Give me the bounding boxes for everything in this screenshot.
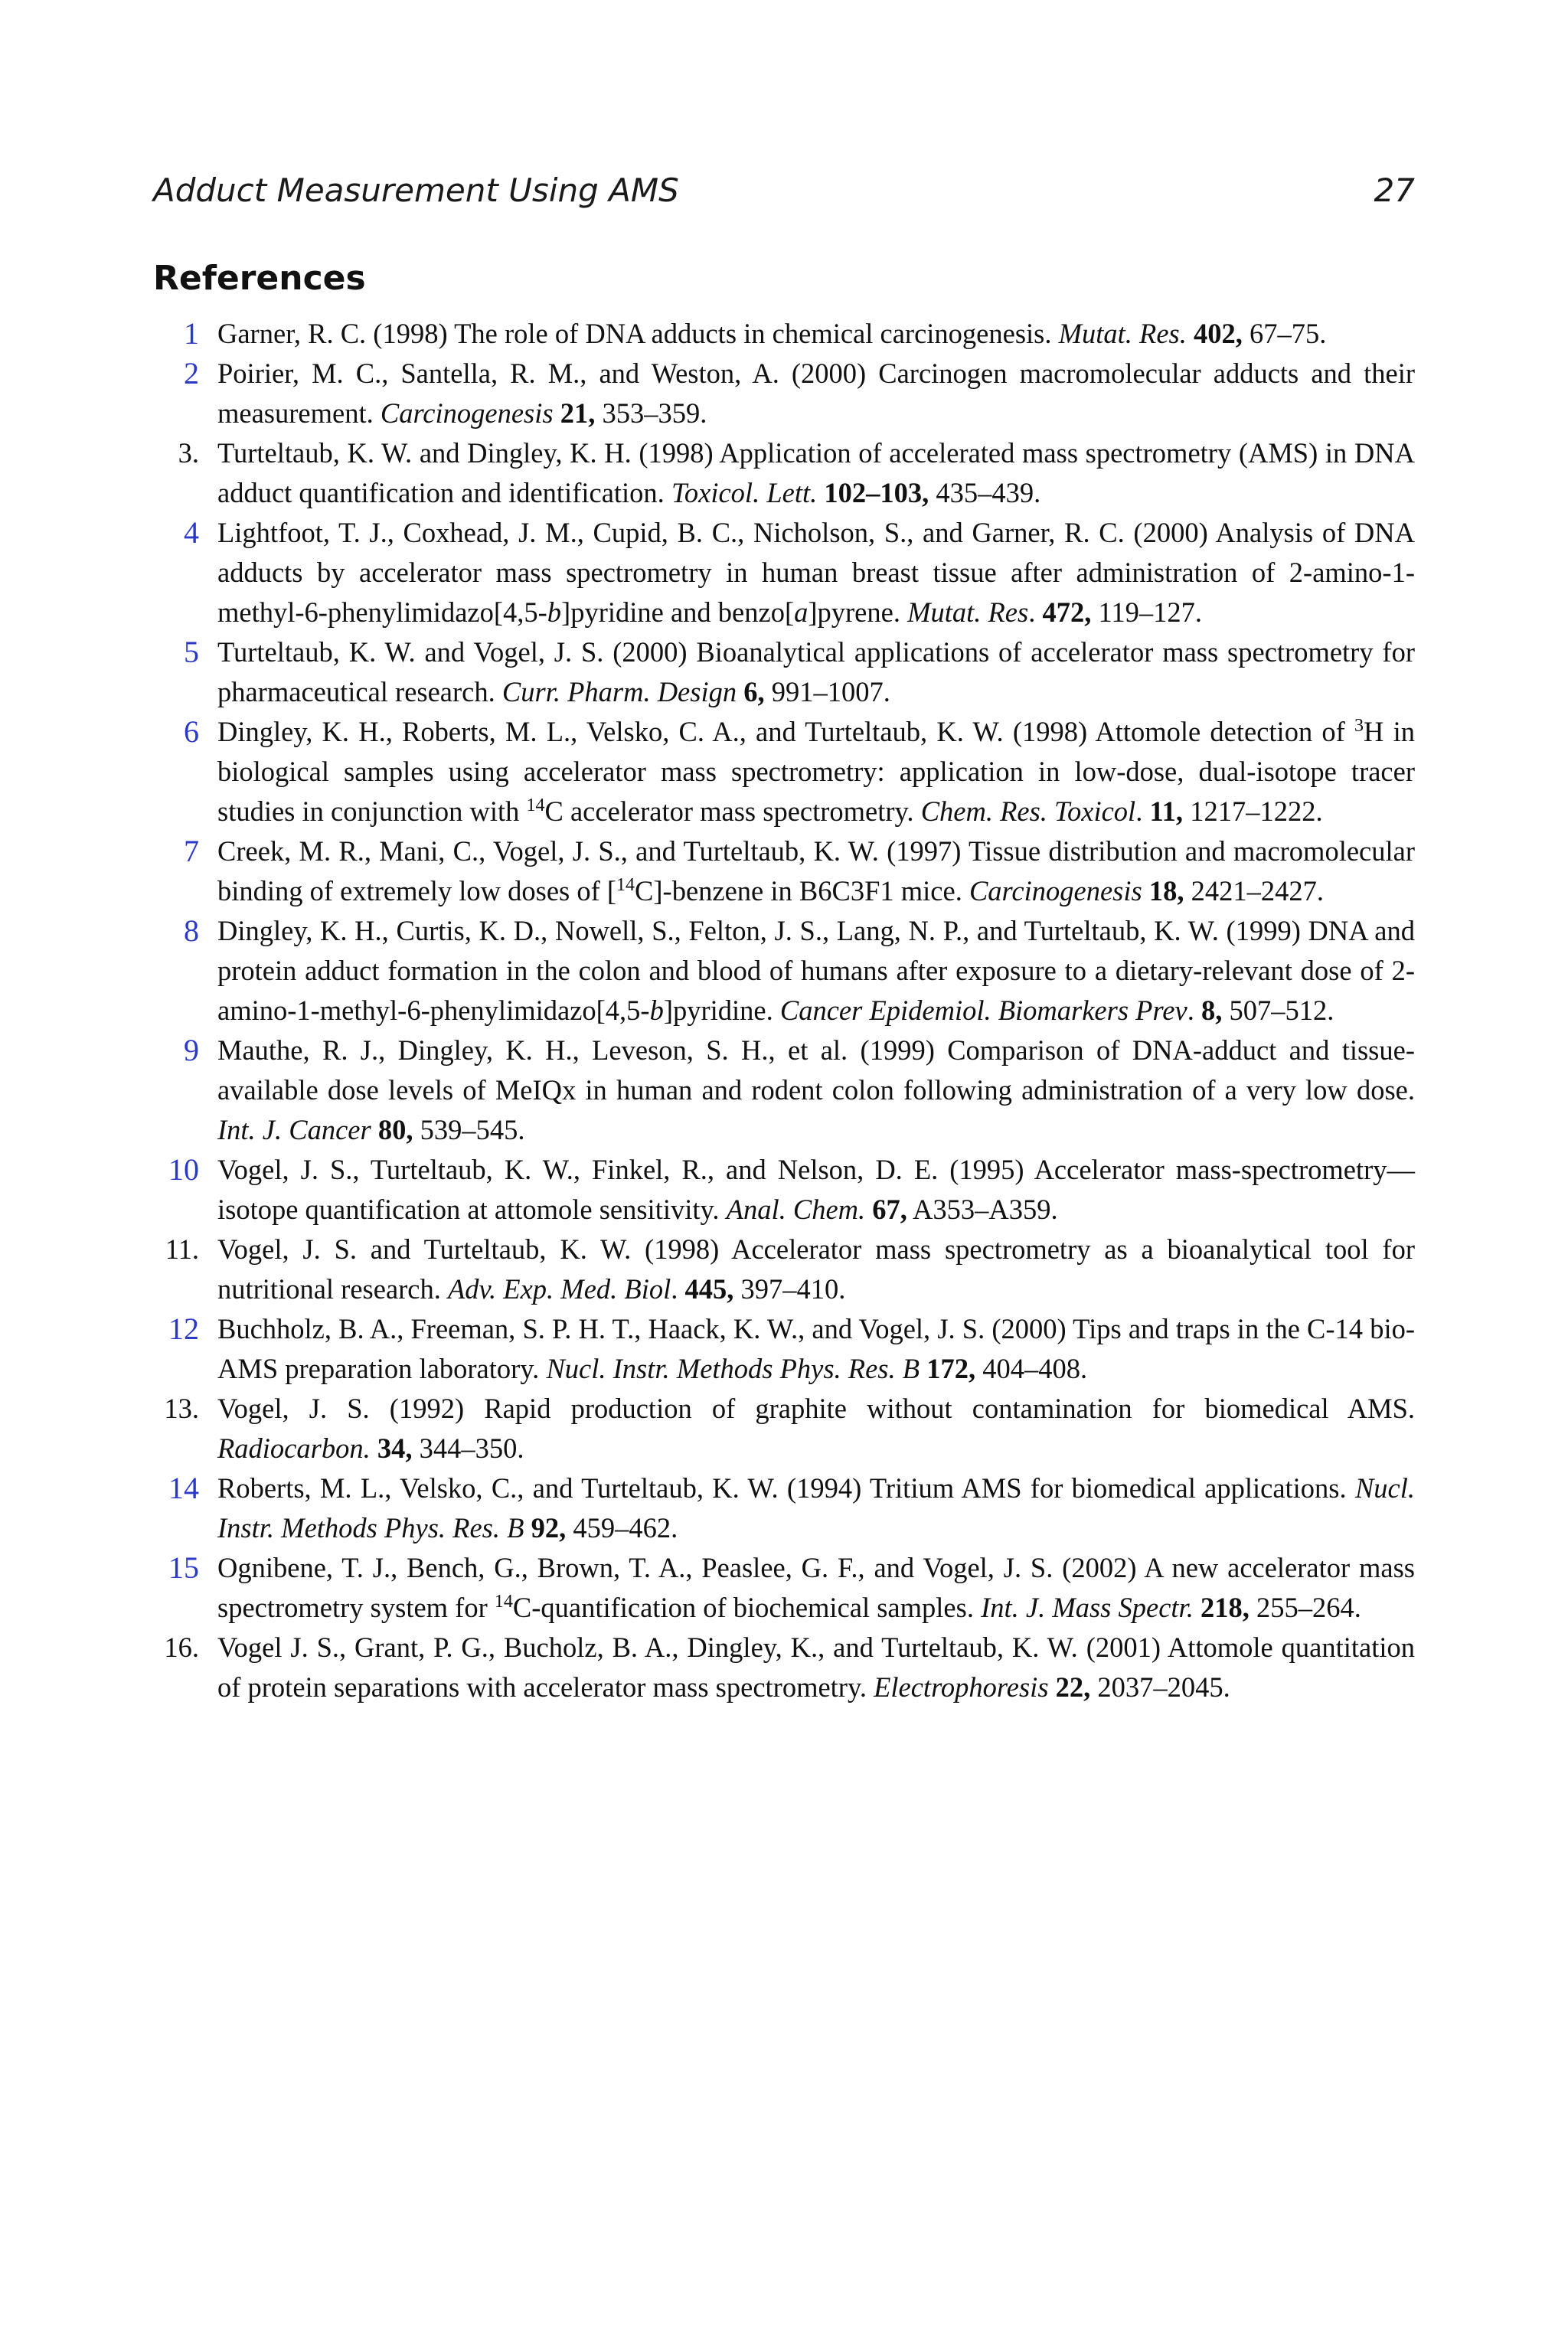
reference-segment <box>524 1512 531 1544</box>
isotope-superscript: 14 <box>494 1592 513 1612</box>
reference-segment: 435–439. <box>929 477 1041 508</box>
reference-volume: 18, <box>1148 875 1184 906</box>
reference-segment: ]pyridine. <box>663 995 780 1026</box>
reference-text <box>217 517 1415 628</box>
reference-segment: 404–408. <box>975 1353 1088 1384</box>
reference-number-link[interactable]: 9 <box>184 1033 199 1067</box>
reference-segment: 67–75. <box>1242 318 1327 349</box>
reference-text <box>217 1034 1415 1145</box>
page-number: 27 <box>1374 172 1415 209</box>
reference-number-link[interactable]: 7 <box>184 834 199 868</box>
reference-segment: C accelerator mass spectrometry. <box>544 795 921 827</box>
reference-segment <box>920 1353 926 1384</box>
reference-text <box>217 636 1415 707</box>
reference-number-link[interactable]: 5 <box>184 635 199 669</box>
reference-segment: Vogel, J. S. and Turteltaub, K. W. (1998) Accelerator mass spectrometry as a bioanalytical tool for nutritional research. <box>217 1233 1415 1305</box>
reference-number-link[interactable]: 2 <box>184 356 199 390</box>
reference-entry <box>153 1628 1415 1707</box>
reference-segment: Garner, R. C. (1998) The role of DNA adducts in chemical carcinogenesis. <box>217 318 1059 349</box>
reference-journal: Chem. Res. Toxicol <box>920 795 1136 827</box>
reference-segment: A353–A359. <box>906 1194 1058 1225</box>
reference-volume: 22, <box>1055 1671 1091 1703</box>
reference-segment: C-quantification of biochemical samples. <box>512 1592 982 1623</box>
reference-entry <box>153 513 1415 632</box>
reference-text <box>217 1472 1415 1544</box>
reference-number-link[interactable]: 6 <box>184 714 199 749</box>
reference-list <box>153 314 1415 1707</box>
reference-segment <box>1049 1671 1056 1703</box>
reference-journal: Curr. Pharm. Design <box>501 676 737 707</box>
reference-entry <box>153 433 1415 513</box>
reference-segment: C]-benzene in B6C3F1 mice. <box>635 875 969 906</box>
reference-segment: Lightfoot, T. J., Coxhead, J. M., Cupid, B. C., Nicholson, S., and Garner, R. C. (2000) Analysis of DNA adducts by accelerator mass spectrometry in human breast tissue after administration of 2-amino-1-methyl-6-phenylimidazo[4,5- <box>217 517 1415 628</box>
reference-number-link[interactable]: 4 <box>184 515 199 550</box>
reference-journal: Carcinogenesis <box>380 397 554 429</box>
reference-segment: Buchholz, B. A., Freeman, S. P. H. T., Haack, K. W., and Vogel, J. S. (2000) Tips and traps in the C-14 bio-AMS preparation laboratory. <box>217 1313 1415 1384</box>
reference-volume: 8, <box>1200 995 1223 1026</box>
reference-segment <box>554 397 560 429</box>
reference-segment <box>1142 875 1149 906</box>
reference-text <box>217 1233 1415 1305</box>
reference-number-link[interactable]: 1 <box>184 316 199 351</box>
reference-segment: ]pyridine and benzo[ <box>561 596 795 628</box>
reference-number: 16. <box>164 1632 199 1663</box>
reference-segment: . <box>1187 995 1201 1026</box>
reference-volume: 11, <box>1149 795 1184 827</box>
reference-volume: 402, <box>1194 318 1243 349</box>
reference-segment: H in biological samples using accelerator mass spectrometry: application in low-dose, dual-isotope tracer studies in conjunction with <box>217 716 1415 827</box>
reference-text <box>217 1393 1415 1464</box>
reference-entry <box>153 1389 1415 1468</box>
reference-journal: Cancer Epidemiol. Biomarkers Prev <box>779 995 1187 1026</box>
reference-journal: Anal. Chem. <box>726 1194 866 1225</box>
reference-segment: 539–545. <box>413 1114 525 1145</box>
reference-segment: 507–512. <box>1222 995 1334 1026</box>
reference-segment: 397–410. <box>733 1273 846 1305</box>
reference-volume: 6, <box>743 676 765 707</box>
reference-segment: Dingley, K. H., Curtis, K. D., Nowell, S., Felton, J. S., Lang, N. P., and Turteltaub, K. W. (1999) DNA and protein adduct formation in the colon and blood of humans after exposure to a dietary-relevant dose of 2-amino-1-methyl-6-phenylimidazo[4,5- <box>217 915 1415 1026</box>
reference-segment: Vogel, J. S. (1992) Rapid production of graphite without contamination for biomedical AMS. <box>217 1393 1415 1424</box>
reference-entry <box>153 1309 1415 1389</box>
reference-segment: Vogel J. S., Grant, P. G., Bucholz, B. A., Dingley, K., and Turteltaub, K. W. (2001) Attomole quantitation of protein separations with accelerator mass spectrometry. <box>217 1632 1415 1703</box>
reference-journal: Mutat. Res <box>907 596 1029 628</box>
reference-text <box>217 716 1415 827</box>
reference-journal: Mutat. Res. <box>1058 318 1187 349</box>
reference-segment: 353–359. <box>595 397 707 429</box>
reference-segment <box>817 477 824 508</box>
reference-text <box>217 358 1415 429</box>
reference-segment: Turteltaub, K. W. and Dingley, K. H. (1998) Application of accelerated mass spectrometry (AMS) in DNA adduct quantification and identification. <box>217 437 1415 508</box>
reference-segment <box>1187 318 1194 349</box>
reference-segment: 1217–1222. <box>1183 795 1323 827</box>
reference-text <box>217 1313 1415 1384</box>
reference-segment: Vogel, J. S., Turteltaub, K. W., Finkel, R., and Nelson, D. E. (1995) Accelerator mass-spectrometry—isotope quantification at attomole sensitivity. <box>217 1154 1415 1225</box>
reference-journal: Electrophoresis <box>874 1671 1049 1703</box>
reference-entry <box>153 1031 1415 1150</box>
reference-volume: 172, <box>926 1353 976 1384</box>
reference-journal: Int. J. Mass Spectr. <box>981 1592 1194 1623</box>
reference-text <box>217 437 1415 508</box>
reference-number: 3. <box>178 437 199 469</box>
reference-segment <box>1194 1592 1200 1623</box>
reference-segment: Poirier, M. C., Santella, R. M., and Weston, A. (2000) Carcinogen macromolecular adducts and their measurement. <box>217 358 1415 429</box>
reference-number-link[interactable]: 12 <box>168 1312 199 1346</box>
reference-volume: 34, <box>377 1432 413 1464</box>
reference-segment: Roberts, M. L., Velsko, C., and Turteltaub, K. W. (1994) Tritium AMS for biomedical applications. <box>217 1472 1355 1504</box>
reference-volume: 472, <box>1042 596 1092 628</box>
reference-journal: Adv. Exp. Med. Biol <box>448 1273 671 1305</box>
reference-entry <box>153 354 1415 433</box>
reference-entry <box>153 831 1415 911</box>
reference-segment: Dingley, K. H., Roberts, M. L., Velsko, C. A., and Turteltaub, K. W. (1998) Attomole detection of <box>217 716 1355 747</box>
reference-volume: 80, <box>377 1114 413 1145</box>
reference-volume: 445, <box>684 1273 734 1305</box>
reference-volume: 218, <box>1200 1592 1250 1623</box>
reference-number-link[interactable]: 10 <box>168 1152 199 1187</box>
reference-text <box>217 915 1415 1026</box>
reference-journal: Radiocarbon. <box>217 1432 371 1464</box>
reference-segment: . <box>1135 795 1150 827</box>
reference-volume: 102–103, <box>824 477 929 508</box>
reference-text <box>217 1632 1415 1703</box>
reference-segment <box>865 1194 872 1225</box>
reference-segment: 344–350. <box>412 1432 524 1464</box>
reference-entry <box>153 1150 1415 1230</box>
isotope-superscript: 14 <box>616 875 635 895</box>
reference-text <box>217 1552 1415 1623</box>
running-title: Adduct Measurement Using AMS <box>153 172 679 209</box>
reference-segment: 119–127. <box>1091 596 1202 628</box>
reference-journal: Nucl. Instr. Methods Phys. Res. B <box>546 1353 920 1384</box>
reference-text <box>217 318 1326 349</box>
reference-entry <box>153 314 1415 354</box>
reference-volume: 21, <box>560 397 596 429</box>
references-heading: References <box>153 259 366 298</box>
isotope-superscript: 14 <box>526 795 545 815</box>
reference-text <box>217 1154 1415 1225</box>
reference-journal: Int. J. Cancer <box>217 1114 371 1145</box>
reference-segment: 255–264. <box>1249 1592 1361 1623</box>
reference-number: 13. <box>164 1393 199 1424</box>
reference-segment <box>371 1432 377 1464</box>
reference-segment: Turteltaub, K. W. and Vogel, J. S. (2000) Bioanalytical applications of accelerator mass spectrometry for pharmaceutical research. <box>217 636 1415 707</box>
reference-number-link[interactable]: 14 <box>168 1471 199 1505</box>
reference-entry <box>153 1468 1415 1548</box>
reference-journal: b <box>547 596 562 628</box>
reference-segment: Ognibene, T. J., Bench, G., Brown, T. A., Peaslee, G. F., and Vogel, J. S. (2002) A new accelerator mass spectrometry system for <box>217 1552 1415 1623</box>
reference-entry <box>153 911 1415 1031</box>
reference-segment: ]pyrene. <box>808 596 908 628</box>
reference-segment: 459–462. <box>566 1512 678 1544</box>
reference-entry <box>153 1230 1415 1309</box>
reference-segment: Mauthe, R. J., Dingley, K. H., Leveson, S. H., et al. (1999) Comparison of DNA-adduct and tissue-available dose levels of MeIQx in human and rodent colon following administration of a very low dose. <box>217 1034 1415 1106</box>
reference-journal: Toxicol. Lett. <box>671 477 818 508</box>
reference-volume: 92, <box>531 1512 567 1544</box>
reference-number-link[interactable]: 15 <box>168 1550 199 1585</box>
reference-number: 11. <box>165 1233 199 1265</box>
reference-journal: Carcinogenesis <box>969 875 1142 906</box>
reference-journal: b <box>649 995 664 1026</box>
reference-segment: . <box>1028 596 1043 628</box>
reference-segment: 2037–2045. <box>1090 1671 1230 1703</box>
reference-segment: 991–1007. <box>764 676 890 707</box>
running-header <box>153 172 1415 217</box>
reference-journal: a <box>794 596 808 628</box>
reference-segment: . <box>671 1273 685 1305</box>
reference-text <box>217 835 1415 906</box>
reference-journal: Nucl. Instr. Methods Phys. Res. B <box>217 1472 1415 1544</box>
reference-volume: 67, <box>872 1194 907 1225</box>
reference-entry <box>153 632 1415 712</box>
reference-segment <box>737 676 743 707</box>
reference-segment: 2421–2427. <box>1184 875 1324 906</box>
isotope-superscript: 3 <box>1354 716 1364 736</box>
reference-entry <box>153 1548 1415 1628</box>
reference-segment: Creek, M. R., Mani, C., Vogel, J. S., and Turteltaub, K. W. (1997) Tissue distribution and macromolecular binding of extremely low doses of [ <box>217 835 1415 906</box>
reference-segment <box>371 1114 378 1145</box>
reference-entry <box>153 712 1415 831</box>
reference-number-link[interactable]: 8 <box>184 913 199 948</box>
